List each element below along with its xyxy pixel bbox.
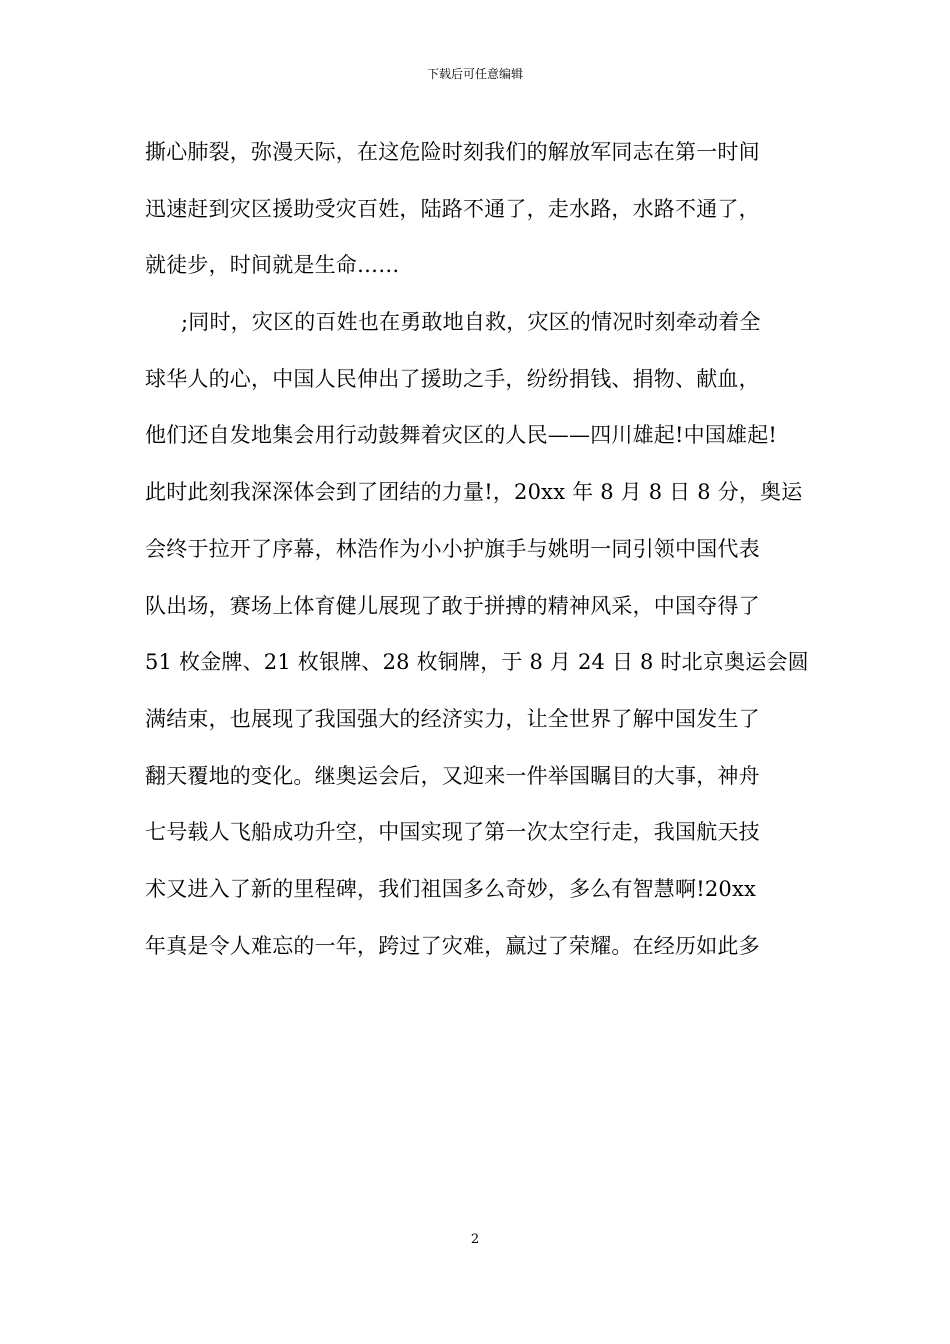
- text-line-6: 他们还自发地集会用行动鼓舞着灾区的人民——四川雄起!中国雄起!: [145, 423, 778, 448]
- document-body: [145, 124, 815, 974]
- text-line-9: 队出场，赛场上体育健儿展现了敢于拼搏的精神风采，中国夺得了: [145, 593, 760, 618]
- text-line-2: 迅速赶到灾区援助受灾百姓，陆路不通了，走水路，水路不通了，: [145, 196, 760, 221]
- text-line-4: ;同时，灾区的百姓也在勇敢地自救，灾区的情况时刻牵动着全: [181, 310, 761, 335]
- text-line-10: 51 枚金牌、21 枚银牌、28 枚铜牌，于 8 月 24 日 8 时北京奥运会圆: [145, 650, 809, 675]
- text-line-11: 满结束，也展现了我国强大的经济实力，让全世界了解中国发生了: [145, 706, 760, 731]
- text-line-5: 球华人的心，中国人民伸出了援助之手，纷纷捐钱、捐物、献血，: [145, 366, 760, 391]
- text-line-7: 此时此刻我深深体会到了团结的力量!，20xx 年 8 月 8 日 8 分，奥运: [145, 480, 803, 505]
- page-header: 下载后可任意编辑: [426, 67, 523, 81]
- text-line-13: 七号载人飞船成功升空，中国实现了第一次太空行走，我国航天技: [145, 820, 760, 845]
- text-line-14: 术又进入了新的里程碑，我们祖国多么奇妙，多么有智慧啊!20xx: [145, 876, 757, 901]
- page-number: 2: [470, 1232, 480, 1247]
- text-line-3: 就徒步，时间就是生命……: [145, 253, 400, 278]
- text-line-12: 翻天覆地的变化。继奥运会后，又迎来一件举国瞩目的大事，神舟: [145, 763, 760, 788]
- text-line-8: 会终于拉开了序幕，林浩作为小小护旗手与姚明一同引领中国代表: [145, 536, 760, 561]
- text-line-15: 年真是令人难忘的一年，跨过了灾难，赢过了荣耀。在经历如此多: [145, 933, 760, 958]
- text-line-1: 撕心肺裂，弥漫天际，在这危险时刻我们的解放军同志在第一时间: [145, 140, 760, 164]
